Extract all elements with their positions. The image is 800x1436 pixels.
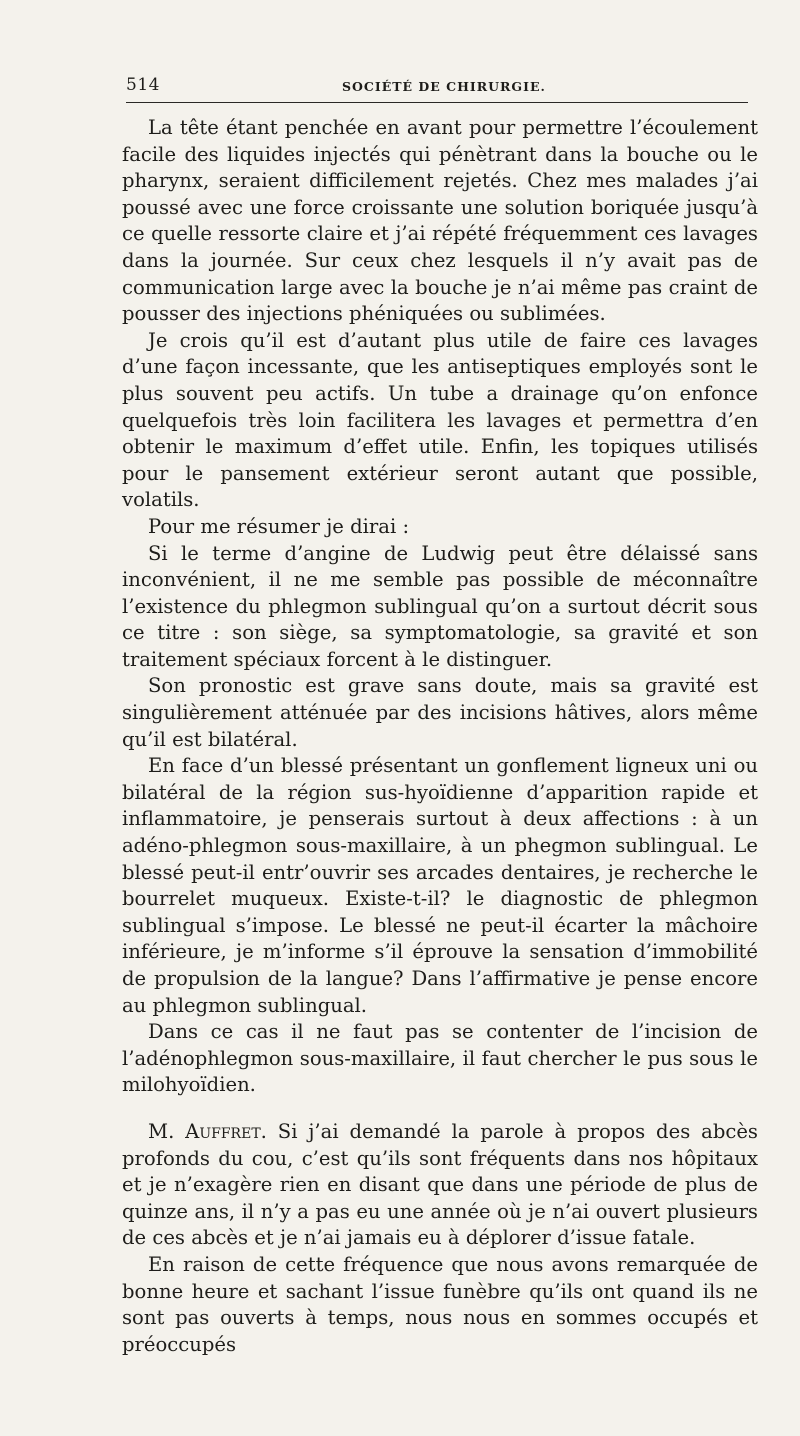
paragraph: Si le terme d’angine de Ludwig peut être délaissé sans inconvénient, il ne me semble pas possible de méconnaître l’existence du phlegmon sublingual qu’on a surtout décrit sous ce titre : son siège, sa symptomatologie, sa gravité et son traitement spéciaux forcent à le distinguer. — [122, 541, 758, 671]
page-number: 514 — [126, 75, 160, 95]
page-body — [122, 115, 758, 1358]
paragraph: Pour me résumer je dirai : — [148, 514, 410, 538]
paragraph: La tête étant penchée en avant pour permettre l’écoulement facile des liquides injectés qui pénètrant dans la bouche ou le pharynx, seraient difficilement rejetés. Chez mes malades j’ai poussé avec une force croissante une solution boriquée jusqu’à ce quelle ressorte claire et j’ai répété fréquemment ces lavages dans la journée. Sur ceux chez lesquels il n’y avait pas de communication large avec la bouche je n’ai même pas craint de pousser des injections phéniquées ou sublimées. — [122, 116, 758, 326]
paragraph: Son pronostic est grave sans doute, mais sa gravité est singulièrement atténuée par des incisions hâtives, alors même qu’il est bilatéral. — [122, 674, 758, 751]
paragraph: En raison de cette fréquence que nous avons remarquée de bonne heure et sachant l’issue funèbre qu’ils ont quand ils ne sont pas ouverts à temps, nous nous en sommes occupés et préoccupés — [122, 1252, 758, 1356]
speech-paragraph — [122, 1119, 758, 1252]
speech-text: Si j’ai demandé la parole à propos des abcès profonds du cou, c’est qu’ils sont fréquents dans nos hôpitaux et je n’exagère rien en disant que dans une période de plus de quinze ans, il n’y a pas eu une année où je n’ai ouvert plusieurs de ces abcès et je n’ai jamais eu à déplorer d’issue fatale. — [122, 1119, 758, 1250]
paragraph: Dans ce cas il ne faut pas se contenter de l’incision de l’adénophlegmon sous-maxillaire, il faut chercher le pus sous le milohyoïdien. — [122, 1020, 758, 1097]
paragraph: Je crois qu’il est d’autant plus utile de faire ces lavages d’une façon incessante, que les antiseptiques employés sont le plus souvent peu actifs. Un tube a drainage qu’on enfonce quelquefois très loin facilitera les lavages et permettra d’en obtenir le maximum d’effet utile. Enfin, les topiques utilisés pour le pansement extérieur seront autant que possible, volatils. — [122, 328, 758, 512]
running-title: SOCIÉTÉ DE CHIRURGIE. — [342, 79, 546, 94]
paragraph: En face d’un blessé présentant un gonflement ligneux uni ou bilatéral de la région sus-hyoïdienne d’apparition rapide et inflammatoire, je penserais surtout à deux affections : à un adéno-phlegmon sous-maxillaire, à un phegmon sublingual. Le blessé peut-il entr’ouvrir ses arcades dentaires, je recherche le bourrelet muqueux. Existe-t-il? le diagnostic de phlegmon sublingual s’impose. Le blessé ne peut-il écarter la mâchoire inférieure, je m’informe s’il éprouve la sensation d’immobilité de propulsion de la langue? Dans l’affirmative je pense encore au phlegmon sublingual. — [122, 754, 758, 1017]
page-header — [126, 62, 748, 103]
speaker-name: M. Auffret. — [148, 1119, 267, 1143]
